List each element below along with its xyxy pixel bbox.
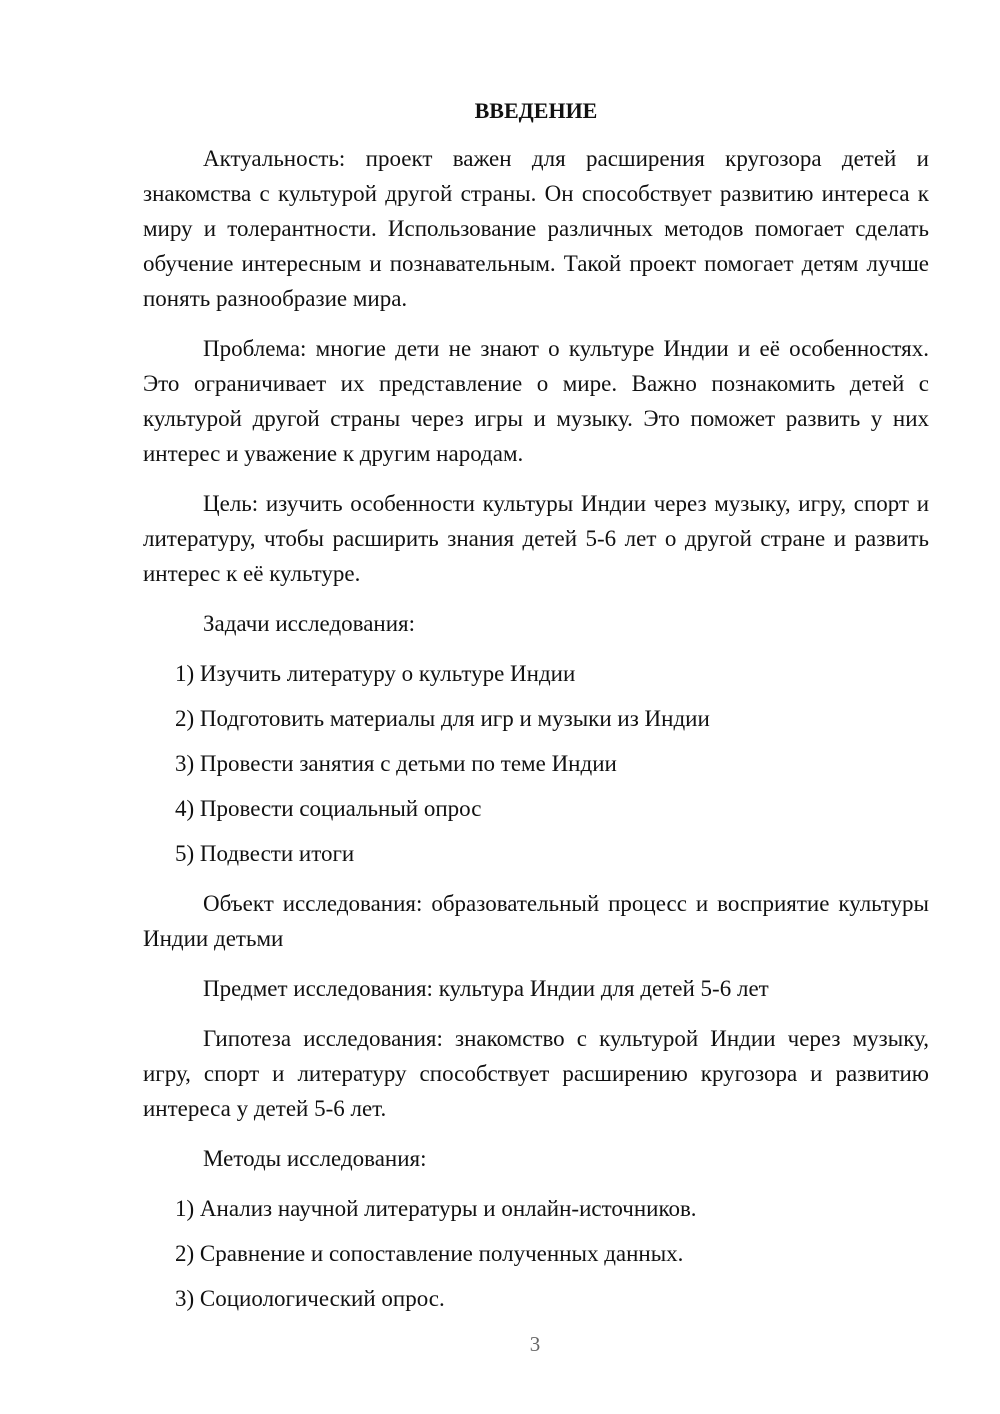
goal-paragraph: Цель: изучить особенности культуры Индии через музыку, игру, спорт и литературу, чтобы расширить знания детей 5-6 лет о другой стране и развить интерес к её культуре. <box>143 491 929 586</box>
relevance-paragraph: Актуальность: проект важен для расширения кругозора детей и знакомства с культурой другой страны. Он способствует развитию интереса к миру и толерантности. Использование различных методов помогает сделать обучение интересным и познавательным. Такой проект помогает детям лучше понять разнообразие мира. <box>143 146 929 311</box>
list-item: 1) Изучить литературу о культуре Индии <box>175 661 576 686</box>
list-item: 5) Подвести итоги <box>175 841 355 866</box>
list-item: 3) Социологический опрос. <box>175 1286 445 1311</box>
document-body <box>143 95 929 1331</box>
section-heading: ВВЕДЕНИЕ <box>474 98 598 123</box>
tasks-list <box>143 656 929 871</box>
list-item: 2) Подготовить материалы для игр и музыки из Индии <box>175 706 710 731</box>
methods-label: Методы исследования: <box>203 1146 427 1171</box>
list-item: 1) Анализ научной литературы и онлайн-источников. <box>175 1196 697 1221</box>
object-paragraph: Объект исследования: образовательный процесс и восприятие культуры Индии детьми <box>143 891 929 951</box>
list-item: 2) Сравнение и сопоставление полученных данных. <box>175 1241 684 1266</box>
problem-paragraph: Проблема: многие дети не знают о культуре Индии и её особенностях. Это ограничивает их представление о мире. Важно познакомить детей с культурой другой страны через игры и музыку. Это поможет развить у них интерес и уважение к другим народам. <box>143 336 929 466</box>
list-item: 3) Провести занятия с детьми по теме Индии <box>175 751 617 776</box>
hypothesis-paragraph: Гипотеза исследования: знакомство с культурой Индии через музыку, игру, спорт и литературу способствует расширению кругозора и развитию интереса у детей 5-6 лет. <box>143 1026 929 1121</box>
tasks-label: Задачи исследования: <box>203 611 416 636</box>
list-item: 4) Провести социальный опрос <box>175 796 482 821</box>
subject-paragraph: Предмет исследования: культура Индии для детей 5-6 лет <box>203 976 769 1001</box>
page-number: 3 <box>529 1332 541 1356</box>
methods-list <box>143 1191 929 1316</box>
